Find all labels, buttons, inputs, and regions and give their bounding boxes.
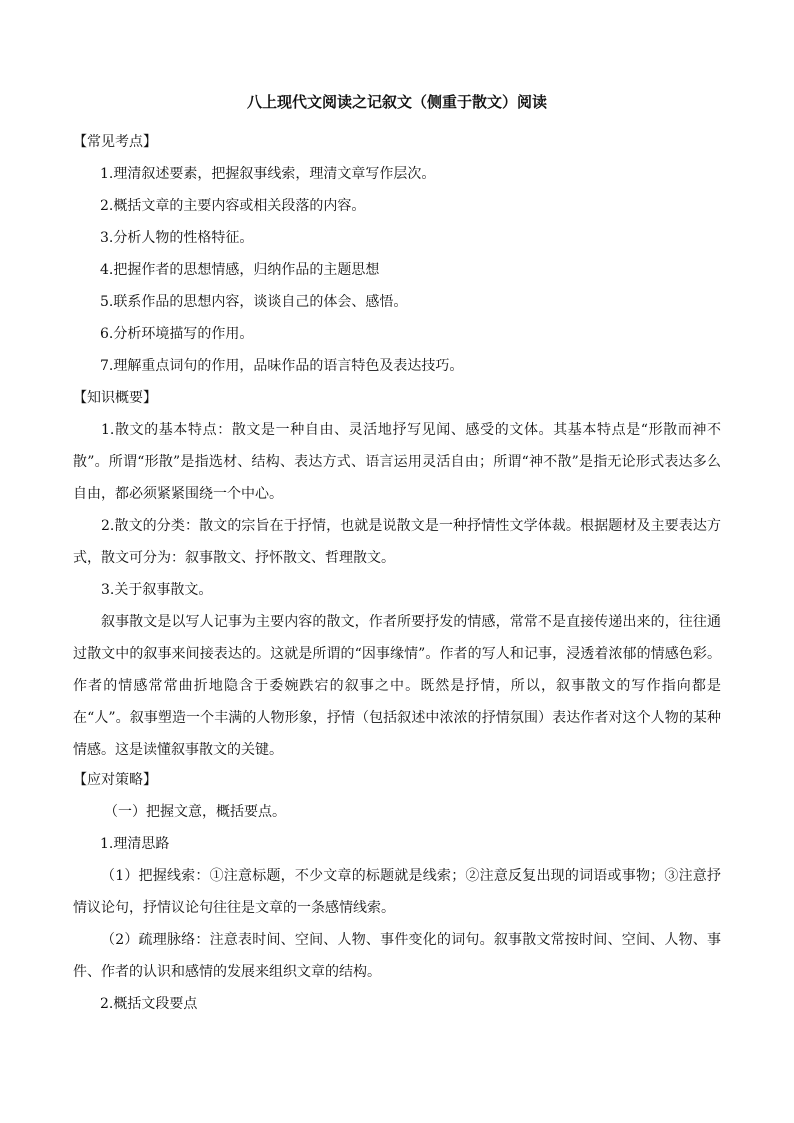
list-item: 3.分析人物的性格特征。: [100, 230, 254, 246]
paragraph-features: 1.散文的基本特点：散文是一种自由、灵活地抒写见闻、感受的文体。其基本特点是“形散而神不散”。所谓“形散”是指选材、结构、表达方式、语言运用灵活自由；所谓“神不散”是指无论形式表达多么自由，都必须紧紧围绕一个中心。: [73, 422, 721, 502]
section-heading-strategy: 【应对策略】: [73, 772, 157, 788]
section-heading-common-points: 【常见考点】: [73, 134, 157, 150]
subheading-grasp-meaning: （一）把握文意，概括要点。: [104, 804, 286, 820]
subheading-clarify-thinking: 1.理清思路: [100, 836, 170, 852]
section-heading-knowledge: 【知识概要】: [73, 390, 157, 406]
paragraph-clues: （1）把握线索：①注意标题，不少文章的标题就是线索；②注意反复出现的词语或事物；③注意抒情议论句，抒情议论句往往是文章的一条感情线索。: [73, 868, 721, 916]
list-item: 5.联系作品的思想内容，谈谈自己的体会、感悟。: [100, 294, 408, 310]
list-item: 6.分析环境描写的作用。: [100, 326, 254, 342]
page-title: 八上现代文阅读之记叙文（侧重于散文）阅读: [246, 93, 547, 111]
list-item: 1.理清叙述要素，把握叙事线索，理清文章写作层次。: [100, 166, 436, 182]
list-item: 2.概括文章的主要内容或相关段落的内容。: [100, 198, 366, 214]
list-item: 4.把握作者的思想情感，归纳作品的主题思想: [100, 262, 380, 278]
paragraph-context: （2）疏理脉络：注意表时间、空间、人物、事件变化的词句。叙事散文常按时间、空间、人物、事件、作者的认识和感情的发展来组织文章的结构。: [73, 932, 721, 980]
paragraph-narrative-essay: 叙事散文是以写人记事为主要内容的散文，作者所要抒发的情感，常常不是直接传递出来的，往往通过散文中的叙事来间接表达的。这就是所谓的“因事缘情”。作者的写人和记事，浸透着浓郁的情感色彩。作者的情感常常曲折地隐含于委婉跌宕的叙事之中。既然是抒情，所以，叙事散文的写作指向都是在“人”。叙事塑造一个丰满的人物形象，抒情（包括叙述中浓浓的抒情氛围）表达作者对这个人物的某种情感。这是读懂叙事散文的关键。: [73, 614, 721, 758]
paragraph-narrative-title: 3.关于叙事散文。: [101, 582, 213, 598]
list-item: 7.理解重点词句的作用，品味作品的语言特色及表达技巧。: [100, 358, 464, 374]
paragraph-classification: 2.散文的分类：散文的宗旨在于抒情，也就是说散文是一种抒情性文学体裁。根据题材及主要表达方式，散文可分为：叙事散文、抒怀散文、哲理散文。: [73, 518, 721, 566]
subheading-summarize: 2.概括文段要点: [100, 996, 198, 1012]
